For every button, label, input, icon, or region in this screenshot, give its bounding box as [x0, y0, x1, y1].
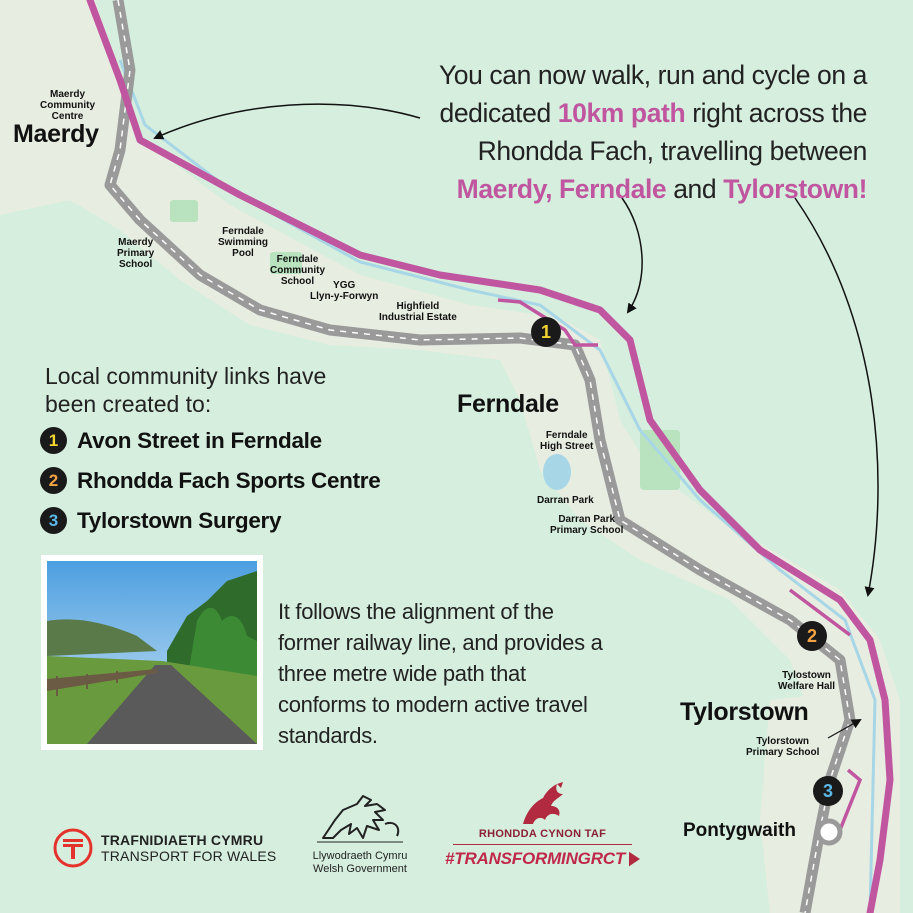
label-ferndale-community-school: Ferndale Community School	[270, 254, 325, 287]
label-tylorstown-welfare-hall: Tylostown Welfare Hall	[778, 670, 836, 692]
rct-dragon-icon	[513, 780, 573, 828]
rct-tag-bold: #TRANSFORMING	[445, 849, 591, 868]
community-link-1: 1 Avon Street in Ferndale	[40, 427, 322, 454]
community-link-2: 2 Rhondda Fach Sports Centre	[40, 467, 380, 494]
community-link-3: 3 Tylorstown Surgery	[40, 507, 281, 534]
town-label-maerdy: Maerdy	[13, 120, 99, 148]
welsh-government-logo	[305, 790, 415, 876]
link-badge-3: 3	[40, 507, 67, 534]
rct-name: RHONDDA CYNON TAF	[478, 828, 607, 840]
town-label-ferndale: Ferndale	[457, 390, 559, 418]
roundabout	[818, 821, 840, 843]
path-description: It follows the alignment of the former railway line, and provides a three metre wide path that conforms to modern active travel standards.	[278, 599, 603, 748]
play-triangle-icon	[629, 851, 640, 867]
intro-text: You can now walk, run and cycle on a dedicated 10km path right across the Rhondda Fach, travelling between Maerdy, Ferndale and Tylorstown!	[438, 60, 867, 204]
label-highfield-industrial-estate: Highfield Industrial Estate	[379, 301, 457, 323]
wg-english: Welsh Government	[313, 863, 407, 875]
label-tylorstown-primary-school: Tylorstown Primary School	[746, 736, 820, 758]
tfw-logo	[53, 828, 276, 868]
label-ferndale-high-street: Ferndale High Street	[540, 430, 594, 452]
link-badge-2: 2	[40, 467, 67, 494]
park-area	[170, 200, 198, 222]
town-label-tylorstown: Tylorstown	[680, 698, 809, 726]
label-darran-park-primary: Darran Park Primary School	[550, 514, 624, 536]
link-badge-1: 1	[40, 427, 67, 454]
label-ferndale-swimming-pool: Ferndale Swimming Pool	[218, 226, 269, 259]
label-maerdy-community-centre: Maerdy Community Centre	[40, 89, 95, 122]
community-links-heading: Local community links have been created to:	[45, 363, 327, 417]
map-badge-2: 2	[797, 621, 827, 651]
rct-divider	[453, 844, 632, 845]
tfw-welsh: TRAFNIDIAETH CYMRU	[101, 832, 264, 848]
map-badge-3: 3	[813, 776, 843, 806]
tfw-english: TRANSPORT FOR WALES	[101, 848, 277, 864]
rct-tag-light: RCT	[590, 849, 626, 868]
arrow-to-maerdy	[155, 104, 420, 138]
path-photo-image	[47, 561, 257, 744]
label-maerdy-primary-school: Maerdy Primary School	[117, 237, 155, 270]
label-ygg: YGG Llyn-y-Forwyn	[310, 280, 379, 302]
arrow-to-ferndale	[622, 198, 642, 312]
path-photo	[41, 555, 263, 750]
welsh-dragon-icon	[305, 790, 415, 845]
label-darran-park: Darran Park	[537, 495, 594, 506]
park-pond	[543, 454, 571, 490]
tfw-logo-icon	[53, 828, 93, 868]
arrow-to-tylorstown	[795, 198, 878, 595]
wg-welsh: Llywodraeth Cymru	[312, 850, 408, 862]
town-label-pontygwaith: Pontygwaith	[683, 820, 796, 841]
map-badge-1: 1	[531, 317, 561, 347]
rct-logo	[445, 780, 640, 869]
